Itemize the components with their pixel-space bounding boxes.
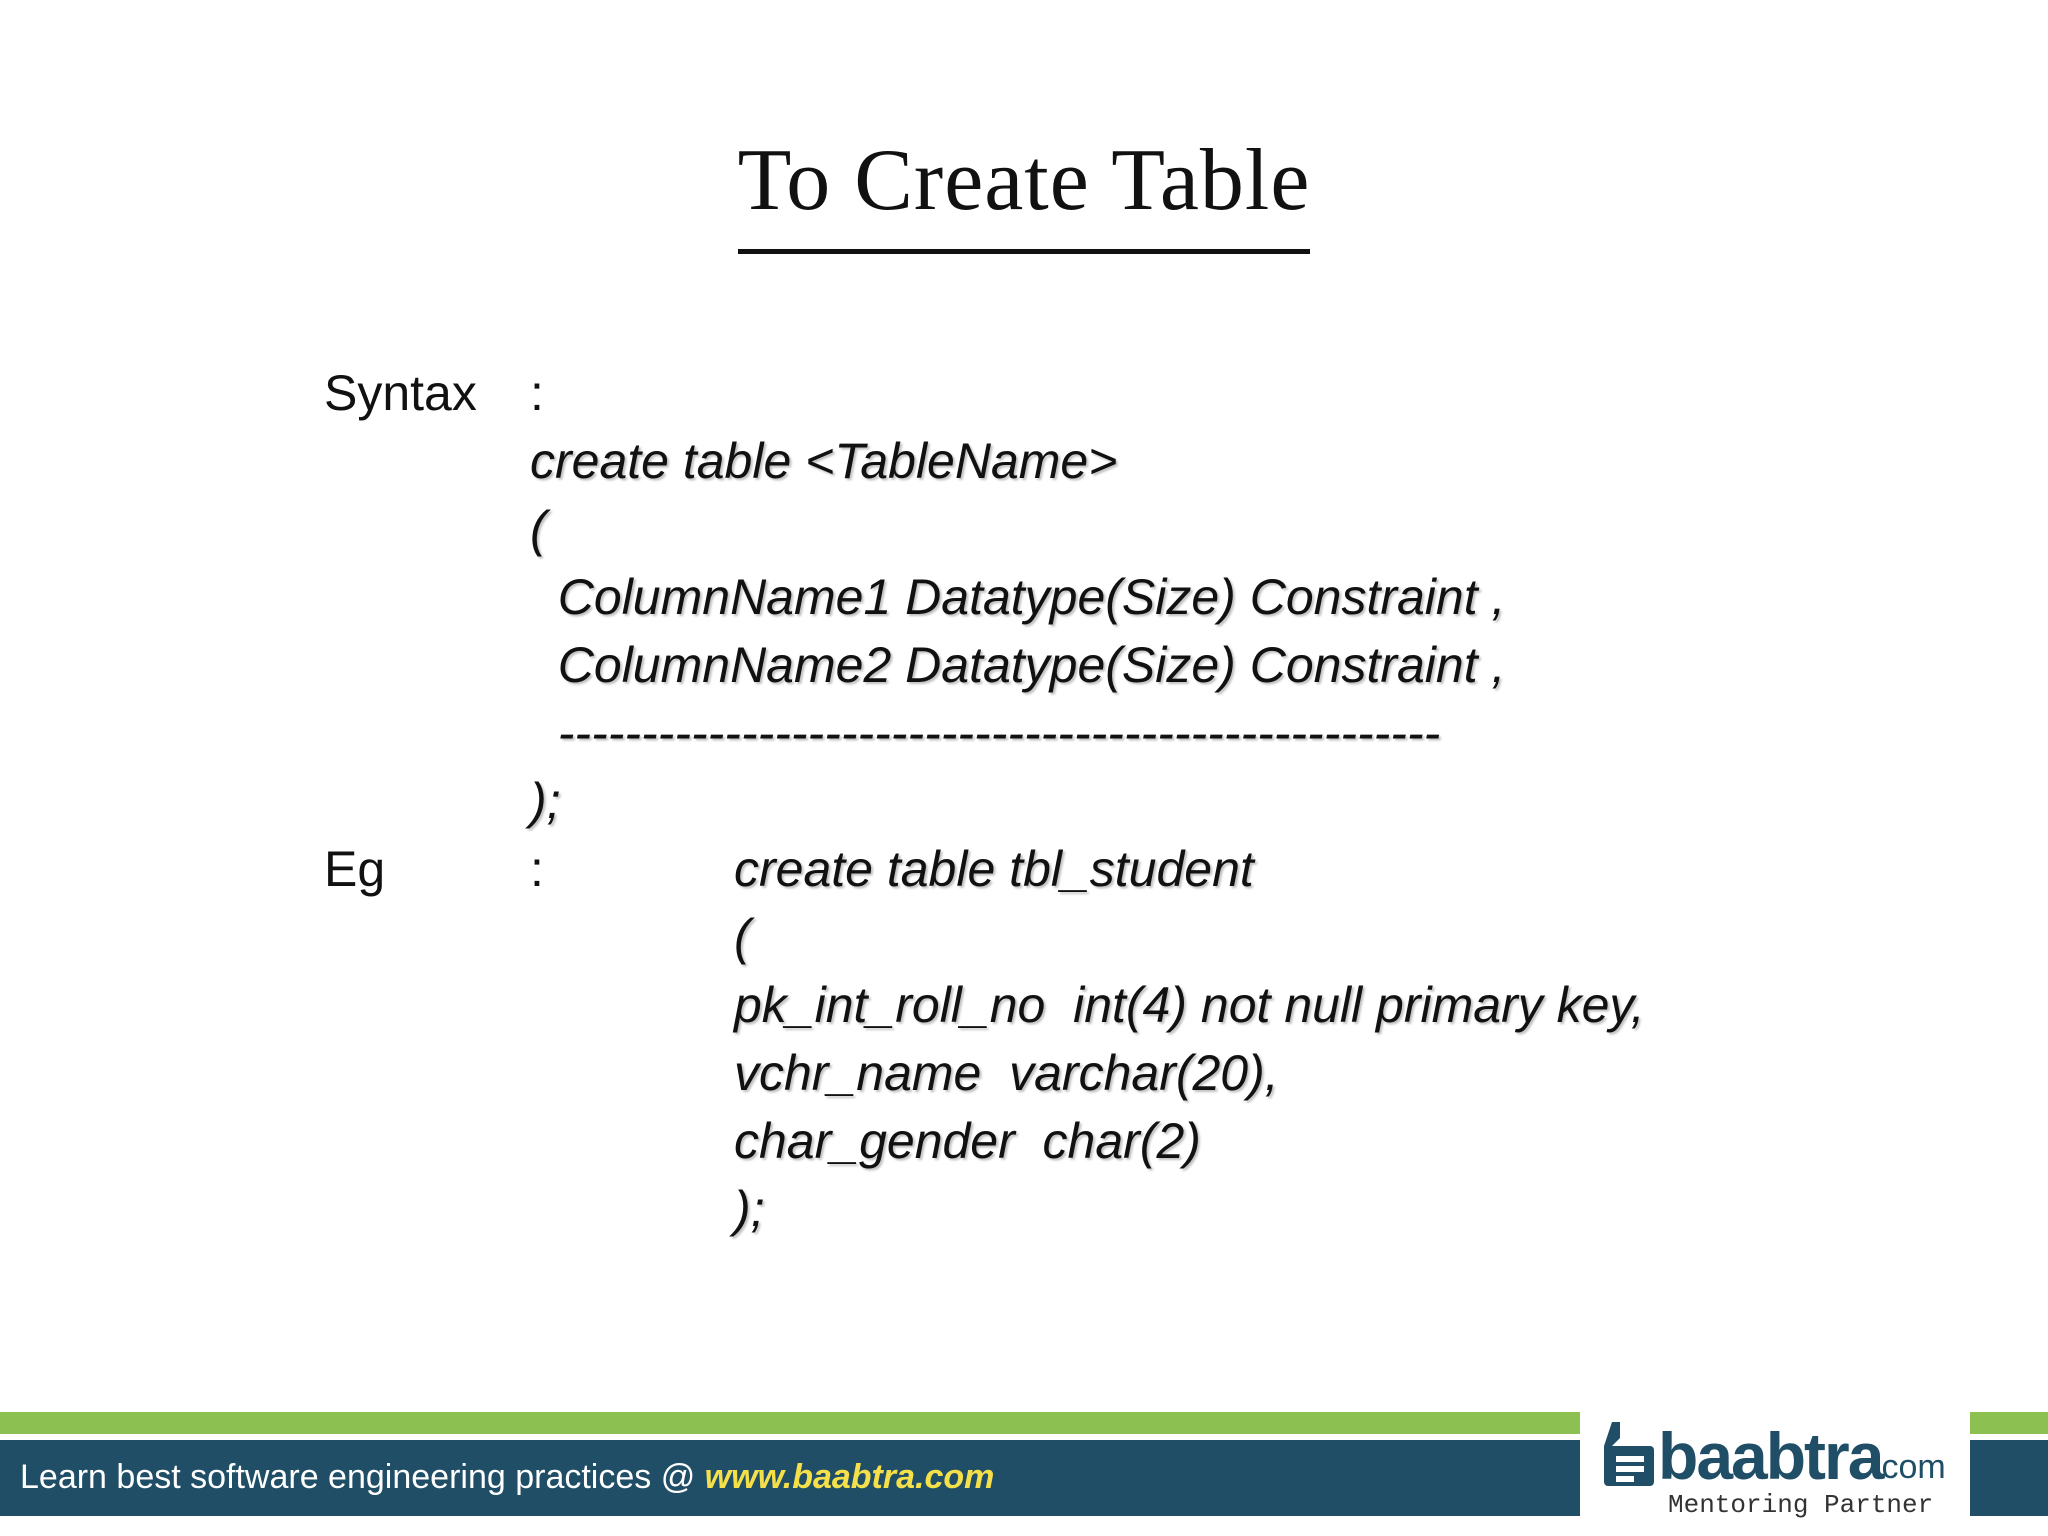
footer-right-cap [1972, 1412, 2048, 1516]
baabtra-logo-icon [1598, 1416, 1660, 1490]
logo-name: baabtra [1658, 1419, 1883, 1493]
example-line: pk_int_roll_no int(4) not null primary key, [734, 977, 1645, 1033]
example-line: ); [734, 1181, 765, 1237]
example-line: create table tbl_student [734, 841, 1254, 897]
example-label: Eg [324, 841, 386, 897]
syntax-line: ); [530, 773, 561, 829]
syntax-line: create table <TableName> [530, 433, 1118, 489]
syntax-line: ----------------------------------------------------- [530, 705, 1441, 761]
example-colon: : [530, 841, 544, 897]
slide-title-text: To Create Table [738, 130, 1311, 254]
example-line: vchr_name varchar(20), [734, 1045, 1279, 1101]
footer-tagline-text: Learn best software engineering practices @ [20, 1458, 705, 1496]
baabtra-logo [1580, 1396, 1970, 1536]
footer-tagline [20, 1458, 994, 1497]
logo-suffix: .com [1872, 1448, 1946, 1486]
syntax-line: ColumnName1 Datatype(Size) Constraint , [530, 569, 1506, 625]
slide-title [0, 130, 2048, 254]
syntax-line: ColumnName2 Datatype(Size) Constraint , [530, 637, 1506, 693]
footer-url-link[interactable]: www.baabtra.com [704, 1458, 995, 1496]
example-line: ( [734, 909, 751, 965]
logo-tagline: Mentoring Partner [1668, 1490, 1934, 1520]
syntax-colon: : [530, 365, 544, 421]
syntax-label: Syntax [324, 365, 477, 421]
example-line: char_gender char(2) [734, 1113, 1201, 1169]
syntax-line: ( [530, 501, 547, 557]
